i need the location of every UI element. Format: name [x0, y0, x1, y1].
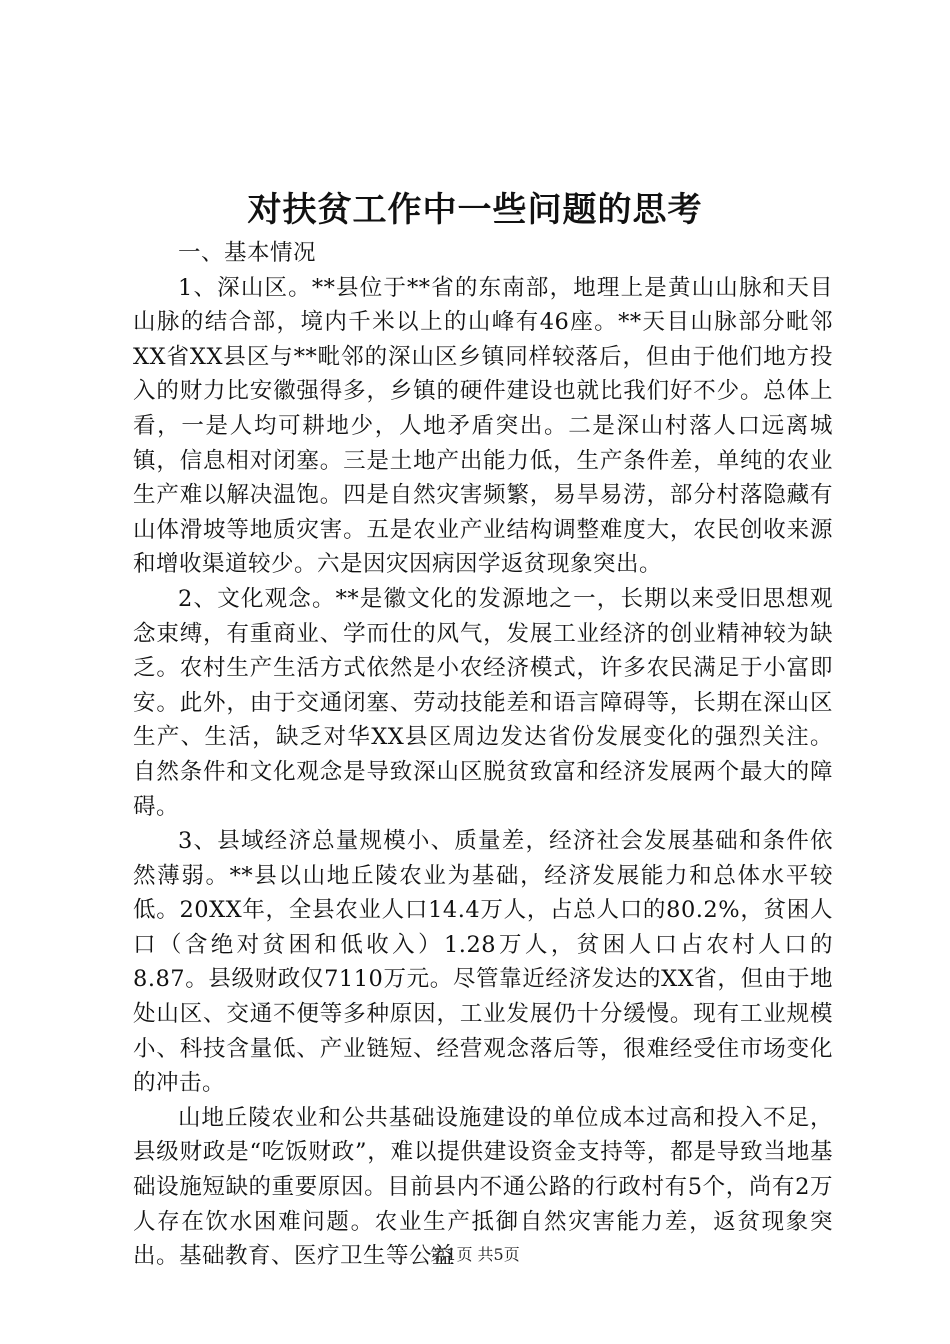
paragraph: 2、文化观念。**是徽文化的发源地之一，长期以来受旧思想观念束缚，有重商业、学而仕的风气，发展工业经济的创业精神较为缺乏。农村生产生活方式依然是小农经济模式，许多农民满足于小富即安。此外，由于交通闭塞、劳动技能差和语言障碍等，长期在深山区生产、生活，缺乏对华XX县区周边发达省份发展变化的强烈关注。自然条件和文化观念是导致深山区脱贫致富和经济发展两个最大的障碍。: [133, 585, 833, 820]
section-heading: 一、基本情况: [178, 240, 317, 266]
page-number-footer: 第1页 共5页: [430, 1245, 520, 1264]
document-body: [133, 236, 833, 1274]
paragraph: 1、深山区。**县位于**省的东南部，地理上是黄山山脉和天目山脉的结合部，境内千米以上的山峰有46座。**天目山脉部分毗邻XX省XX县区与**毗邻的深山区乡镇同样较落后，但由于他们地方投入的财力比安徽强得多，乡镇的硬件建设也就比我们好不少。总体上看，一是人均可耕地少，人地矛盾突出。二是深山村落人口远离城镇，信息相对闭塞。三是土地产出能力低，生产条件差，单纯的农业生产难以解决温饱。四是自然灾害频繁，易旱易涝，部分村落隐藏有山体滑坡等地质灾害。五是农业产业结构调整难度大，农民创收来源和增收渠道较少。六是因灾因病因学返贫现象突出。: [133, 274, 833, 578]
paragraph: 3、县域经济总量规模小、质量差，经济社会发展基础和条件依然薄弱。**县以山地丘陵农业为基础，经济发展能力和总体水平较低。20XX年，全县农业人口14.4万人，占总人口的80.2%，贫困人口（含绝对贫困和低收入）1.28万人，贫困人口占农村人口的8.87。县级财政仅7110万元。尽管靠近经济发达的XX省，但由于地处山区、交通不便等多种原因，工业发展仍十分缓慢。现有工业规模小、科技含量低、产业链短、经营观念落后等，很难经受住市场变化的冲击。: [133, 828, 833, 1097]
document-title: 对扶贫工作中一些问题的思考: [247, 190, 703, 230]
paragraph: 山地丘陵农业和公共基础设施建设的单位成本过高和投入不足，县级财政是“吃饭财政”，难以提供建设资金支持等，都是导致当地基础设施短缺的重要原因。目前县内不通公路的行政村有5个，尚有2万人存在饮水困难问题。农业生产抵御自然灾害能力差，返贫现象突出。基础教育、医疗卫生等公益: [133, 1104, 833, 1270]
